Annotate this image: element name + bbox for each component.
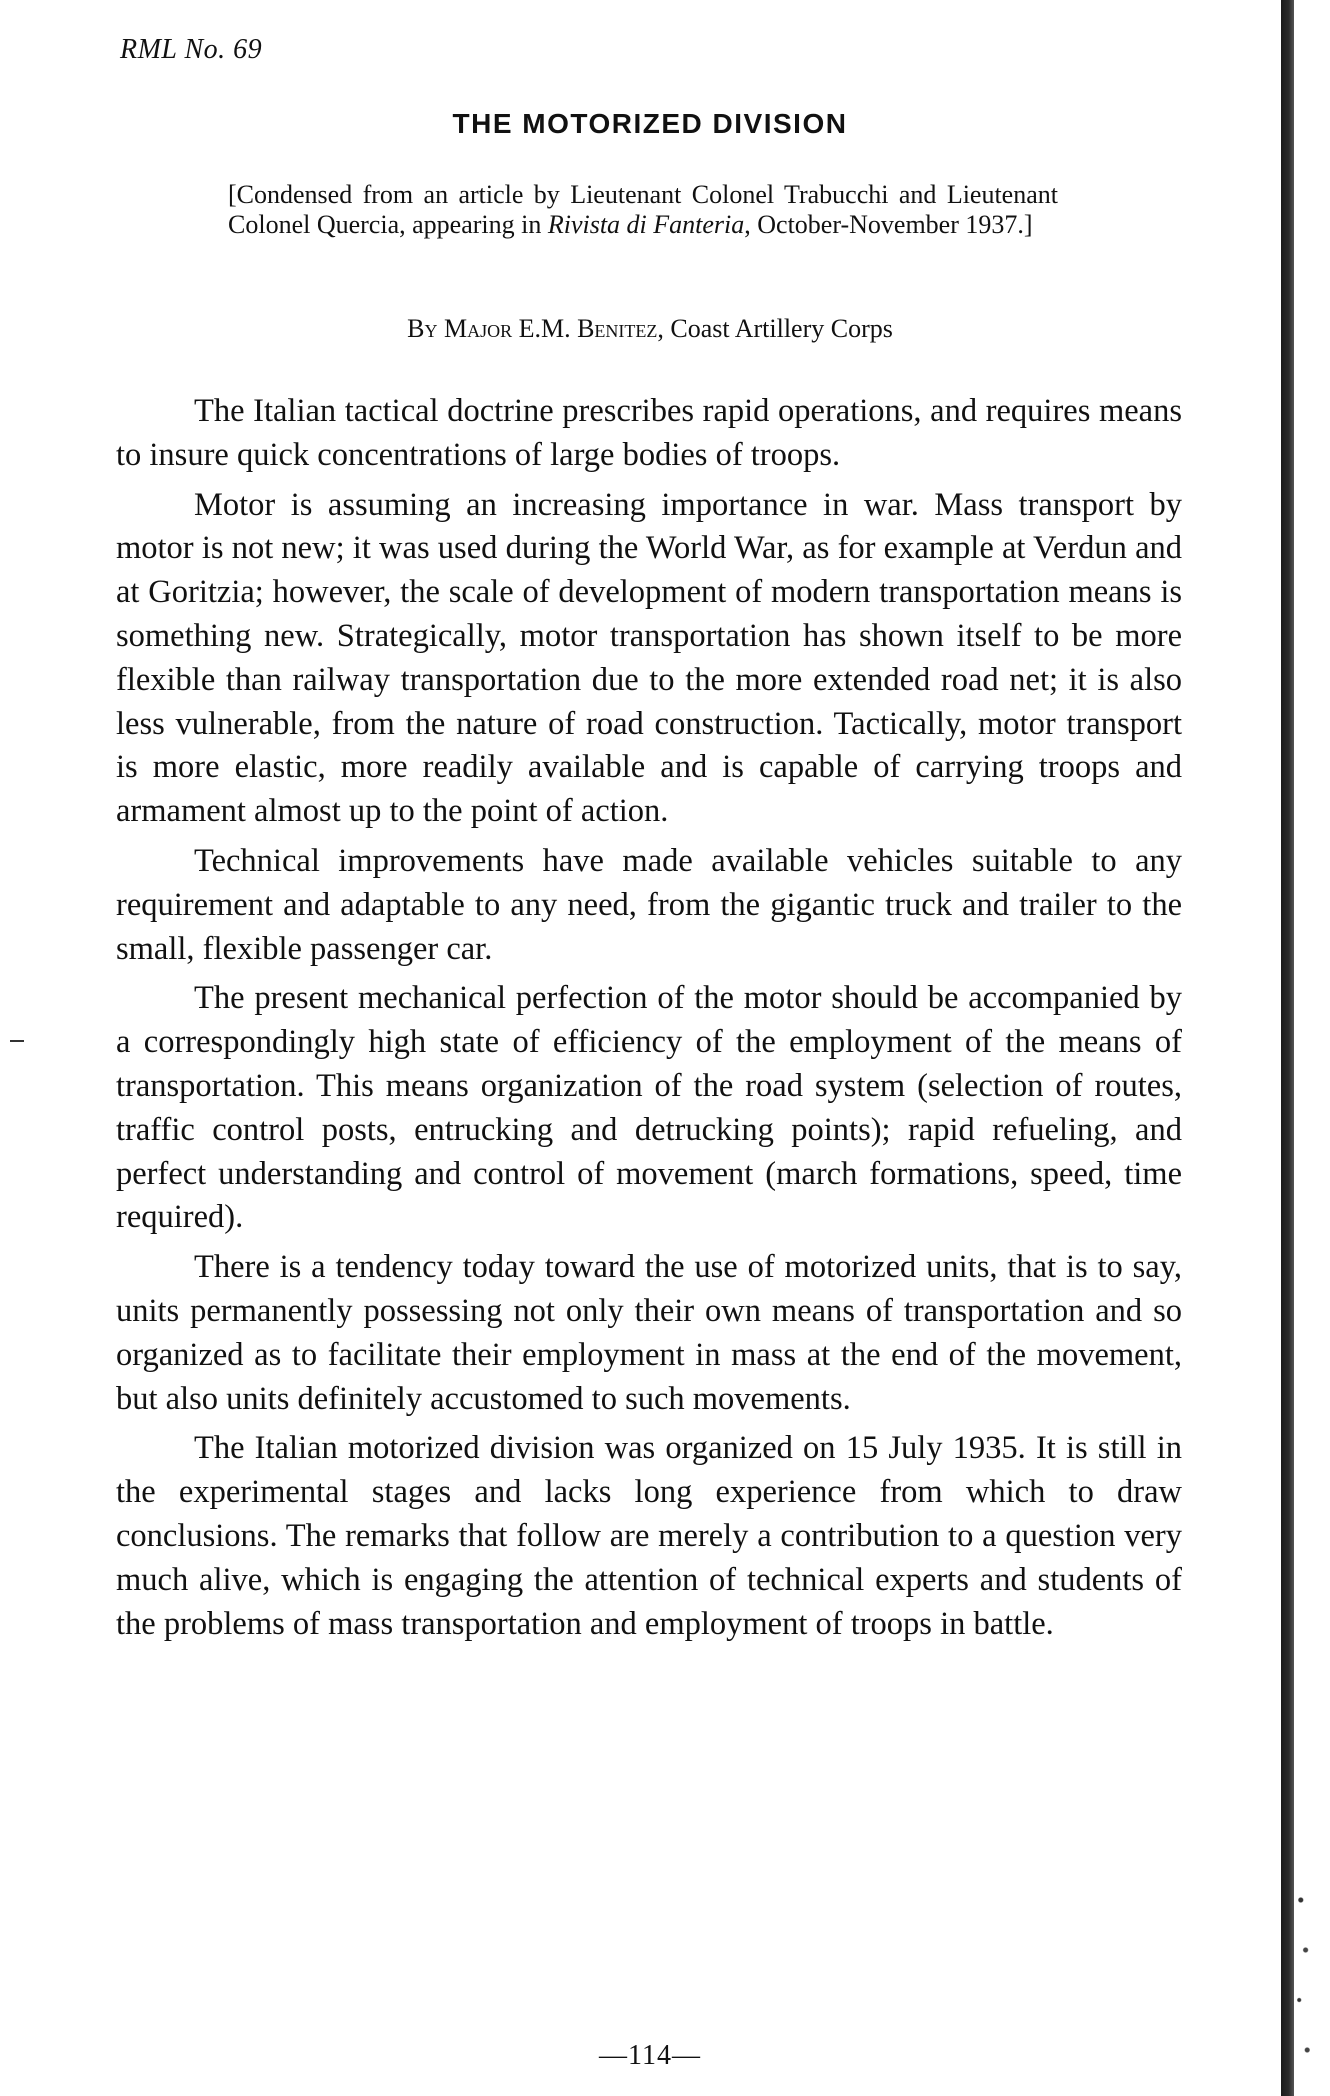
- paragraph: The Italian tactical doctrine prescribes rapid operations, and requires means to insure quick concentrations of large bodies of troops.: [116, 393, 1182, 473]
- byline-author: By Major E.M. Benitez: [407, 314, 658, 343]
- paragraph: Technical improvements have made available vehicles suitable to any requirement and adaptable to any need, from the gigantic truck and trailer to the small, flexible passenger car.: [116, 842, 1182, 967]
- source-note-post: , October-November 1937.]: [744, 210, 1033, 239]
- source-note-pre: [Condensed from an article by Lieutenant Colonel Trabucchi and Lieutenant Colonel Quercia, appearing in: [228, 180, 1058, 239]
- paragraph: The present mechanical perfection of the motor should be accompanied by a correspondingly high state of efficiency of the employment of the means of transportation. This means organization of the road system (selection of routes, traffic control posts, entrucking and detrucking points); rapid refueling, and perfect understanding and control of movement (march formations, speed, time required).: [116, 980, 1182, 1236]
- paragraph: There is a tendency today toward the use of motorized units, that is to say, units permanently possessing not only their own means of transportation and so organized as to facilitate their employment in mass at the end of the movement, but also units definitely accustomed to such movements.: [116, 1249, 1182, 1417]
- byline-corps: , Coast Artillery Corps: [657, 314, 893, 343]
- serial-number: RML No. 69: [120, 34, 263, 65]
- paragraph: Motor is assuming an increasing importance in war. Mass transport by motor is not new; it was used during the World War, as for example at Verdun and at Goritzia; however, the scale of development of modern transportation means is something new. Strategically, motor transportation has shown itself to be more flexible than railway transportation due to the more extended road net; it is also less vulnerable, from the nature of road construction. Tactically, motor transport is more elastic, more readily available and is capable of carrying troops and armament almost up to the point of action.: [116, 486, 1182, 830]
- paragraph: The Italian motorized division was organized on 15 July 1935. It is still in the experimental stages and lacks long experience from which to draw conclusions. The remarks that follow are merely a contribution to a question very much alive, which is engaging the attention of technical experts and students of the problems of mass transportation and employment of troops in battle.: [116, 1430, 1182, 1642]
- article-title: THE MOTORIZED DIVISION: [452, 108, 848, 139]
- source-note: [228, 180, 1058, 240]
- margin-mark: [10, 1040, 24, 1042]
- article-body: [116, 390, 1182, 1652]
- byline: [0, 314, 1300, 344]
- source-publication: Rivista di Fanteria: [547, 210, 745, 239]
- page-number: —114—: [599, 2040, 701, 2071]
